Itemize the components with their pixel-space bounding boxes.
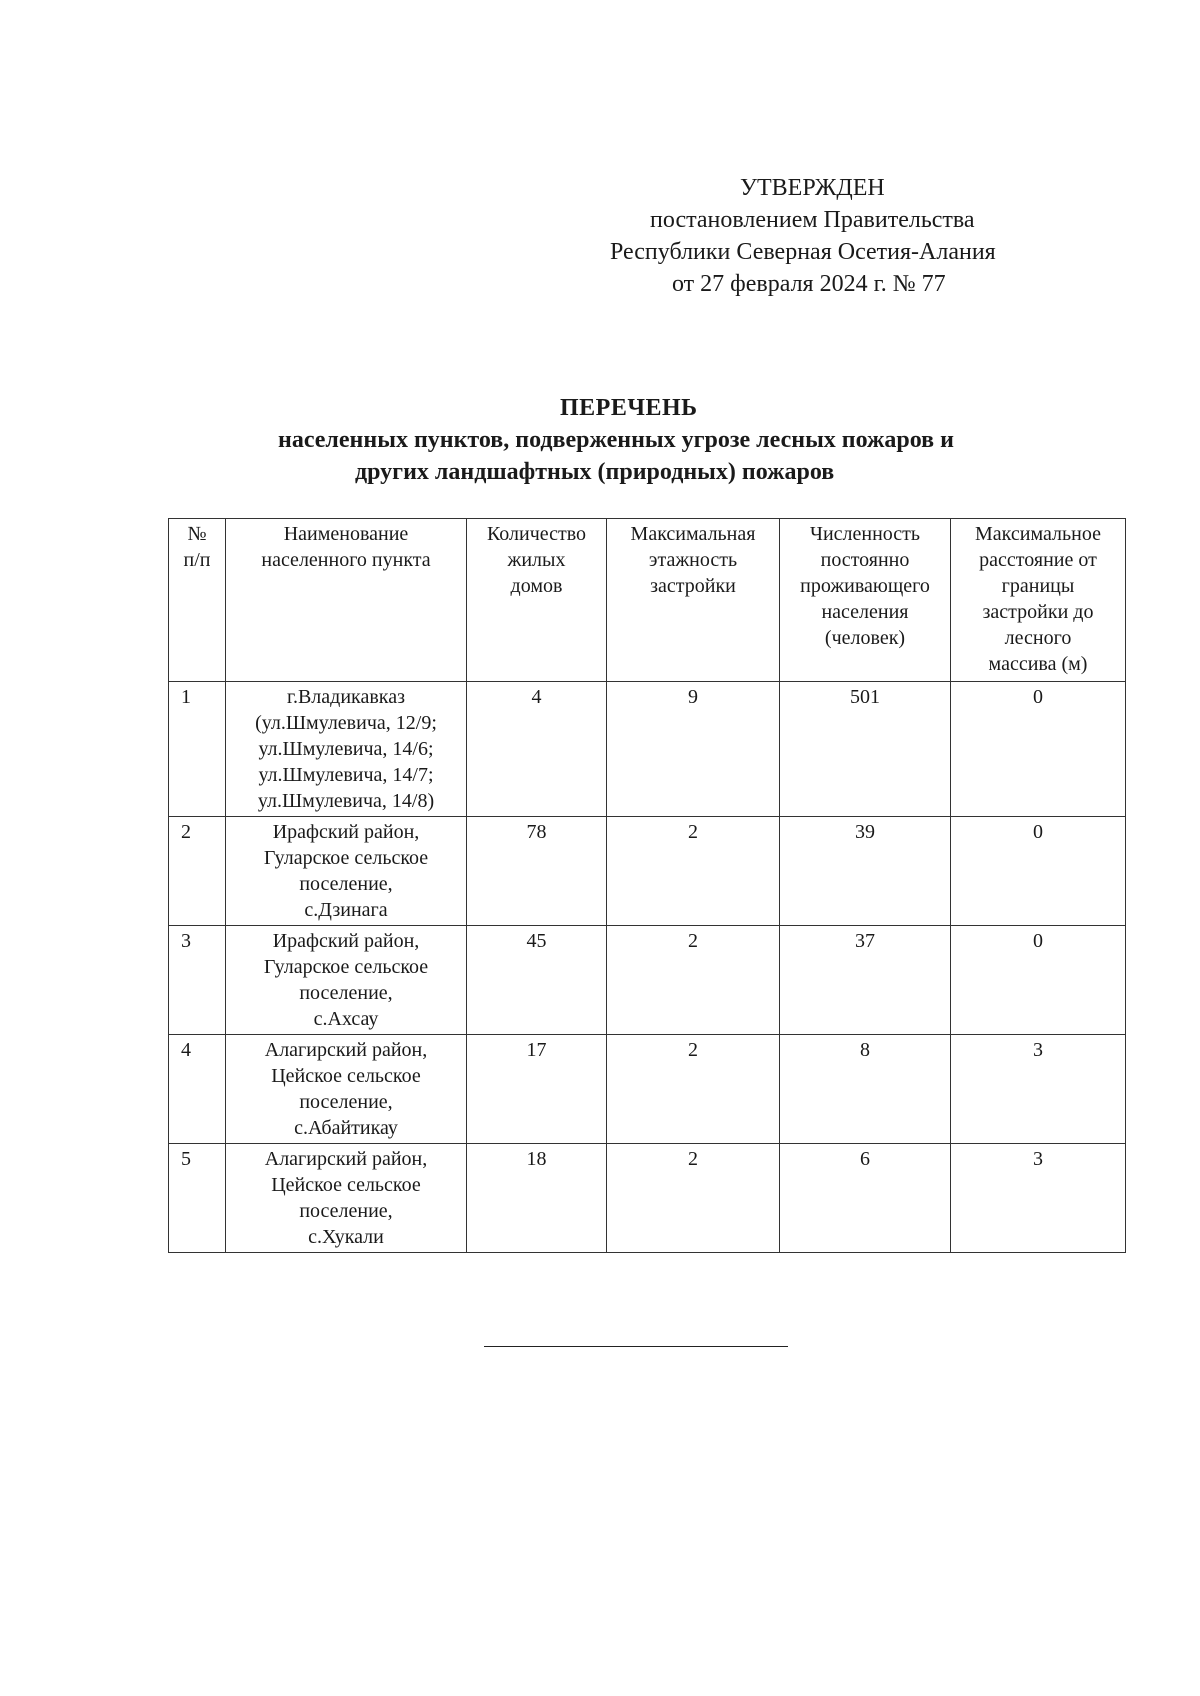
approval-line-republic: Республики Северная Осетия-Алания: [610, 239, 996, 265]
cell-distance: 0: [951, 817, 1126, 926]
title-heading: ПЕРЕЧЕНЬ: [560, 395, 698, 421]
settlements-table: [168, 518, 1126, 1253]
cell-number: 1: [169, 682, 226, 817]
cell-houses: 18: [467, 1144, 607, 1253]
cell-settlement-name: Алагирский район, Цейское сельское поселение, с.Абайтикау: [226, 1035, 467, 1144]
approval-line-resolution: постановлением Правительства: [650, 207, 975, 233]
cell-houses: 78: [467, 817, 607, 926]
cell-number: 5: [169, 1144, 226, 1253]
table-row: [169, 1144, 1126, 1253]
cell-settlement-name: г.Владикавказ (ул.Шмулевича, 12/9; ул.Шмулевича, 14/6; ул.Шмулевича, 14/7; ул.Шмулевича, 14/8): [226, 682, 467, 817]
cell-distance: 0: [951, 682, 1126, 817]
cell-distance: 3: [951, 1035, 1126, 1144]
title-line-1: населенных пунктов, подверженных угрозе лесных пожаров и: [278, 427, 954, 453]
table-row: [169, 817, 1126, 926]
approval-title: УТВЕРЖДЕН: [740, 175, 885, 201]
cell-floors: 2: [607, 817, 780, 926]
table-header-row: [169, 519, 1126, 682]
header-population: Численность постоянно проживающего населения (человек): [780, 519, 951, 682]
approval-stamp: [590, 172, 1070, 300]
cell-settlement-name: Ирафский район, Гуларское сельское поселение, с.Дзинага: [226, 817, 467, 926]
header-houses: Количество жилых домов: [467, 519, 607, 682]
title-line-2: других ландшафтных (природных) пожаров: [355, 459, 835, 485]
cell-distance: 0: [951, 926, 1126, 1035]
cell-number: 3: [169, 926, 226, 1035]
cell-population: 501: [780, 682, 951, 817]
header-name: Наименование населенного пункта: [226, 519, 467, 682]
cell-floors: 9: [607, 682, 780, 817]
table-row: [169, 1035, 1126, 1144]
cell-number: 2: [169, 817, 226, 926]
cell-distance: 3: [951, 1144, 1126, 1253]
cell-number: 4: [169, 1035, 226, 1144]
cell-houses: 17: [467, 1035, 607, 1144]
header-number: № п/п: [169, 519, 226, 682]
table-row: [169, 926, 1126, 1035]
cell-population: 37: [780, 926, 951, 1035]
cell-population: 6: [780, 1144, 951, 1253]
cell-houses: 4: [467, 682, 607, 817]
cell-population: 39: [780, 817, 951, 926]
end-divider: [484, 1346, 788, 1347]
header-floors: Максимальная этажность застройки: [607, 519, 780, 682]
cell-floors: 2: [607, 1144, 780, 1253]
cell-floors: 2: [607, 1035, 780, 1144]
cell-population: 8: [780, 1035, 951, 1144]
approval-line-date: от 27 февраля 2024 г. № 77: [672, 271, 946, 297]
cell-floors: 2: [607, 926, 780, 1035]
cell-houses: 45: [467, 926, 607, 1035]
cell-settlement-name: Алагирский район, Цейское сельское поселение, с.Хукали: [226, 1144, 467, 1253]
table-row: [169, 682, 1126, 817]
cell-settlement-name: Ирафский район, Гуларское сельское поселение, с.Ахсау: [226, 926, 467, 1035]
document-title: [260, 392, 1060, 488]
header-distance: Максимальное расстояние от границы застройки до лесного массива (м): [951, 519, 1126, 682]
